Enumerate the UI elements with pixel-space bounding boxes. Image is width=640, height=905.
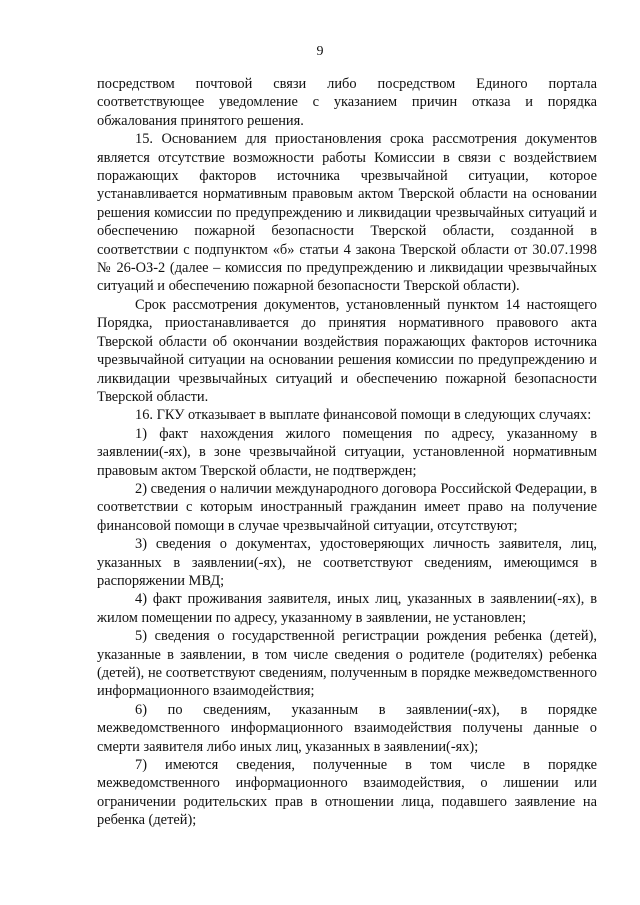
paragraph-item-16: 16. ГКУ отказывает в выплате финансовой помощи в следующих случаях:: [135, 407, 592, 424]
page-number: 9: [316, 44, 324, 59]
list-item-1: 1) факт нахождения жилого помещения по адресу, указанному в заявлении(-ях), в зоне чрезвычайной ситуации, установленной нормативным правовым актом Тверской области, не подтвержден;: [97, 425, 597, 479]
list-item-6: 6) по сведениям, указанным в заявлении(-ях), в порядке межведомственного информационного взаимодействия получены данные о смерти заявителя либо иных лиц, указанных в заявлении(-ях);: [97, 701, 597, 755]
list-item-4: 4) факт проживания заявителя, иных лиц, указанных в заявлении(-ях), в жилом помещении по адресу, указанному в заявлении, не установлен;: [97, 591, 597, 626]
document-body: [97, 75, 597, 830]
list-item-3: 3) сведения о документах, удостоверяющих личность заявителя, лиц, указанных в заявлении(-ях), не соответствуют сведениям, имеющимся в распоряжении МВД;: [97, 536, 597, 589]
paragraph-continuation: посредством почтовой связи либо посредством Единого портала соответствующее уведомление с указанием причин отказа и порядка обжалования принятого решения.: [97, 76, 597, 129]
list-item-2: 2) сведения о наличии международного договора Российской Федерации, в соответствии с которым иностранный гражданин имеет право на получение финансовой помощи в случае чрезвычайной ситуации, отсутствуют;: [97, 480, 597, 534]
list-item-7: 7) имеются сведения, полученные в том числе в порядке межведомственного информационного взаимодействия, о лишении или ограничении родительских прав в отношении лица, подавшего заявление на ребенка (детей);: [97, 757, 597, 829]
paragraph-review-period: Срок рассмотрения документов, установленный пунктом 14 настоящего Порядка, приостанавливается до принятия нормативного правового акта Тверской области об окончании воздействия поражающих факторов источника чрезвычайной ситуации на основании решения комиссии по предупреждению и ликвидации чрезвычайных ситуаций и обеспечению пожарной безопасности Тверской области.: [97, 296, 597, 405]
list-item-5: 5) сведения о государственной регистрации рождения ребенка (детей), указанные в заявлении, в том числе сведения о родителе (родителях) ребенка (детей), не соответствуют сведениям, полученным в порядке межведомственного информационного взаимодействия;: [97, 628, 597, 700]
paragraph-item-15: 15. Основанием для приостановления срока рассмотрения документов является отсутствие возможности работы Комиссии в связи с воздействием поражающих факторов источника чрезвычайной ситуации, которое устанавливается нормативным правовым актом Тверской области на основании решения комиссии по предупреждению и ликвидации чрезвычайных ситуаций и обеспечению пожарной безопасности Тверской области, созданной в соответствии с подпунктом «б» статьи 4 закона Тверской области от 30.07.1998 № 26-ОЗ-2 (далее – комиссия по предупреждению и ликвидации чрезвычайных ситуаций и обеспечению пожарной безопасности Тверской области).: [97, 131, 597, 295]
